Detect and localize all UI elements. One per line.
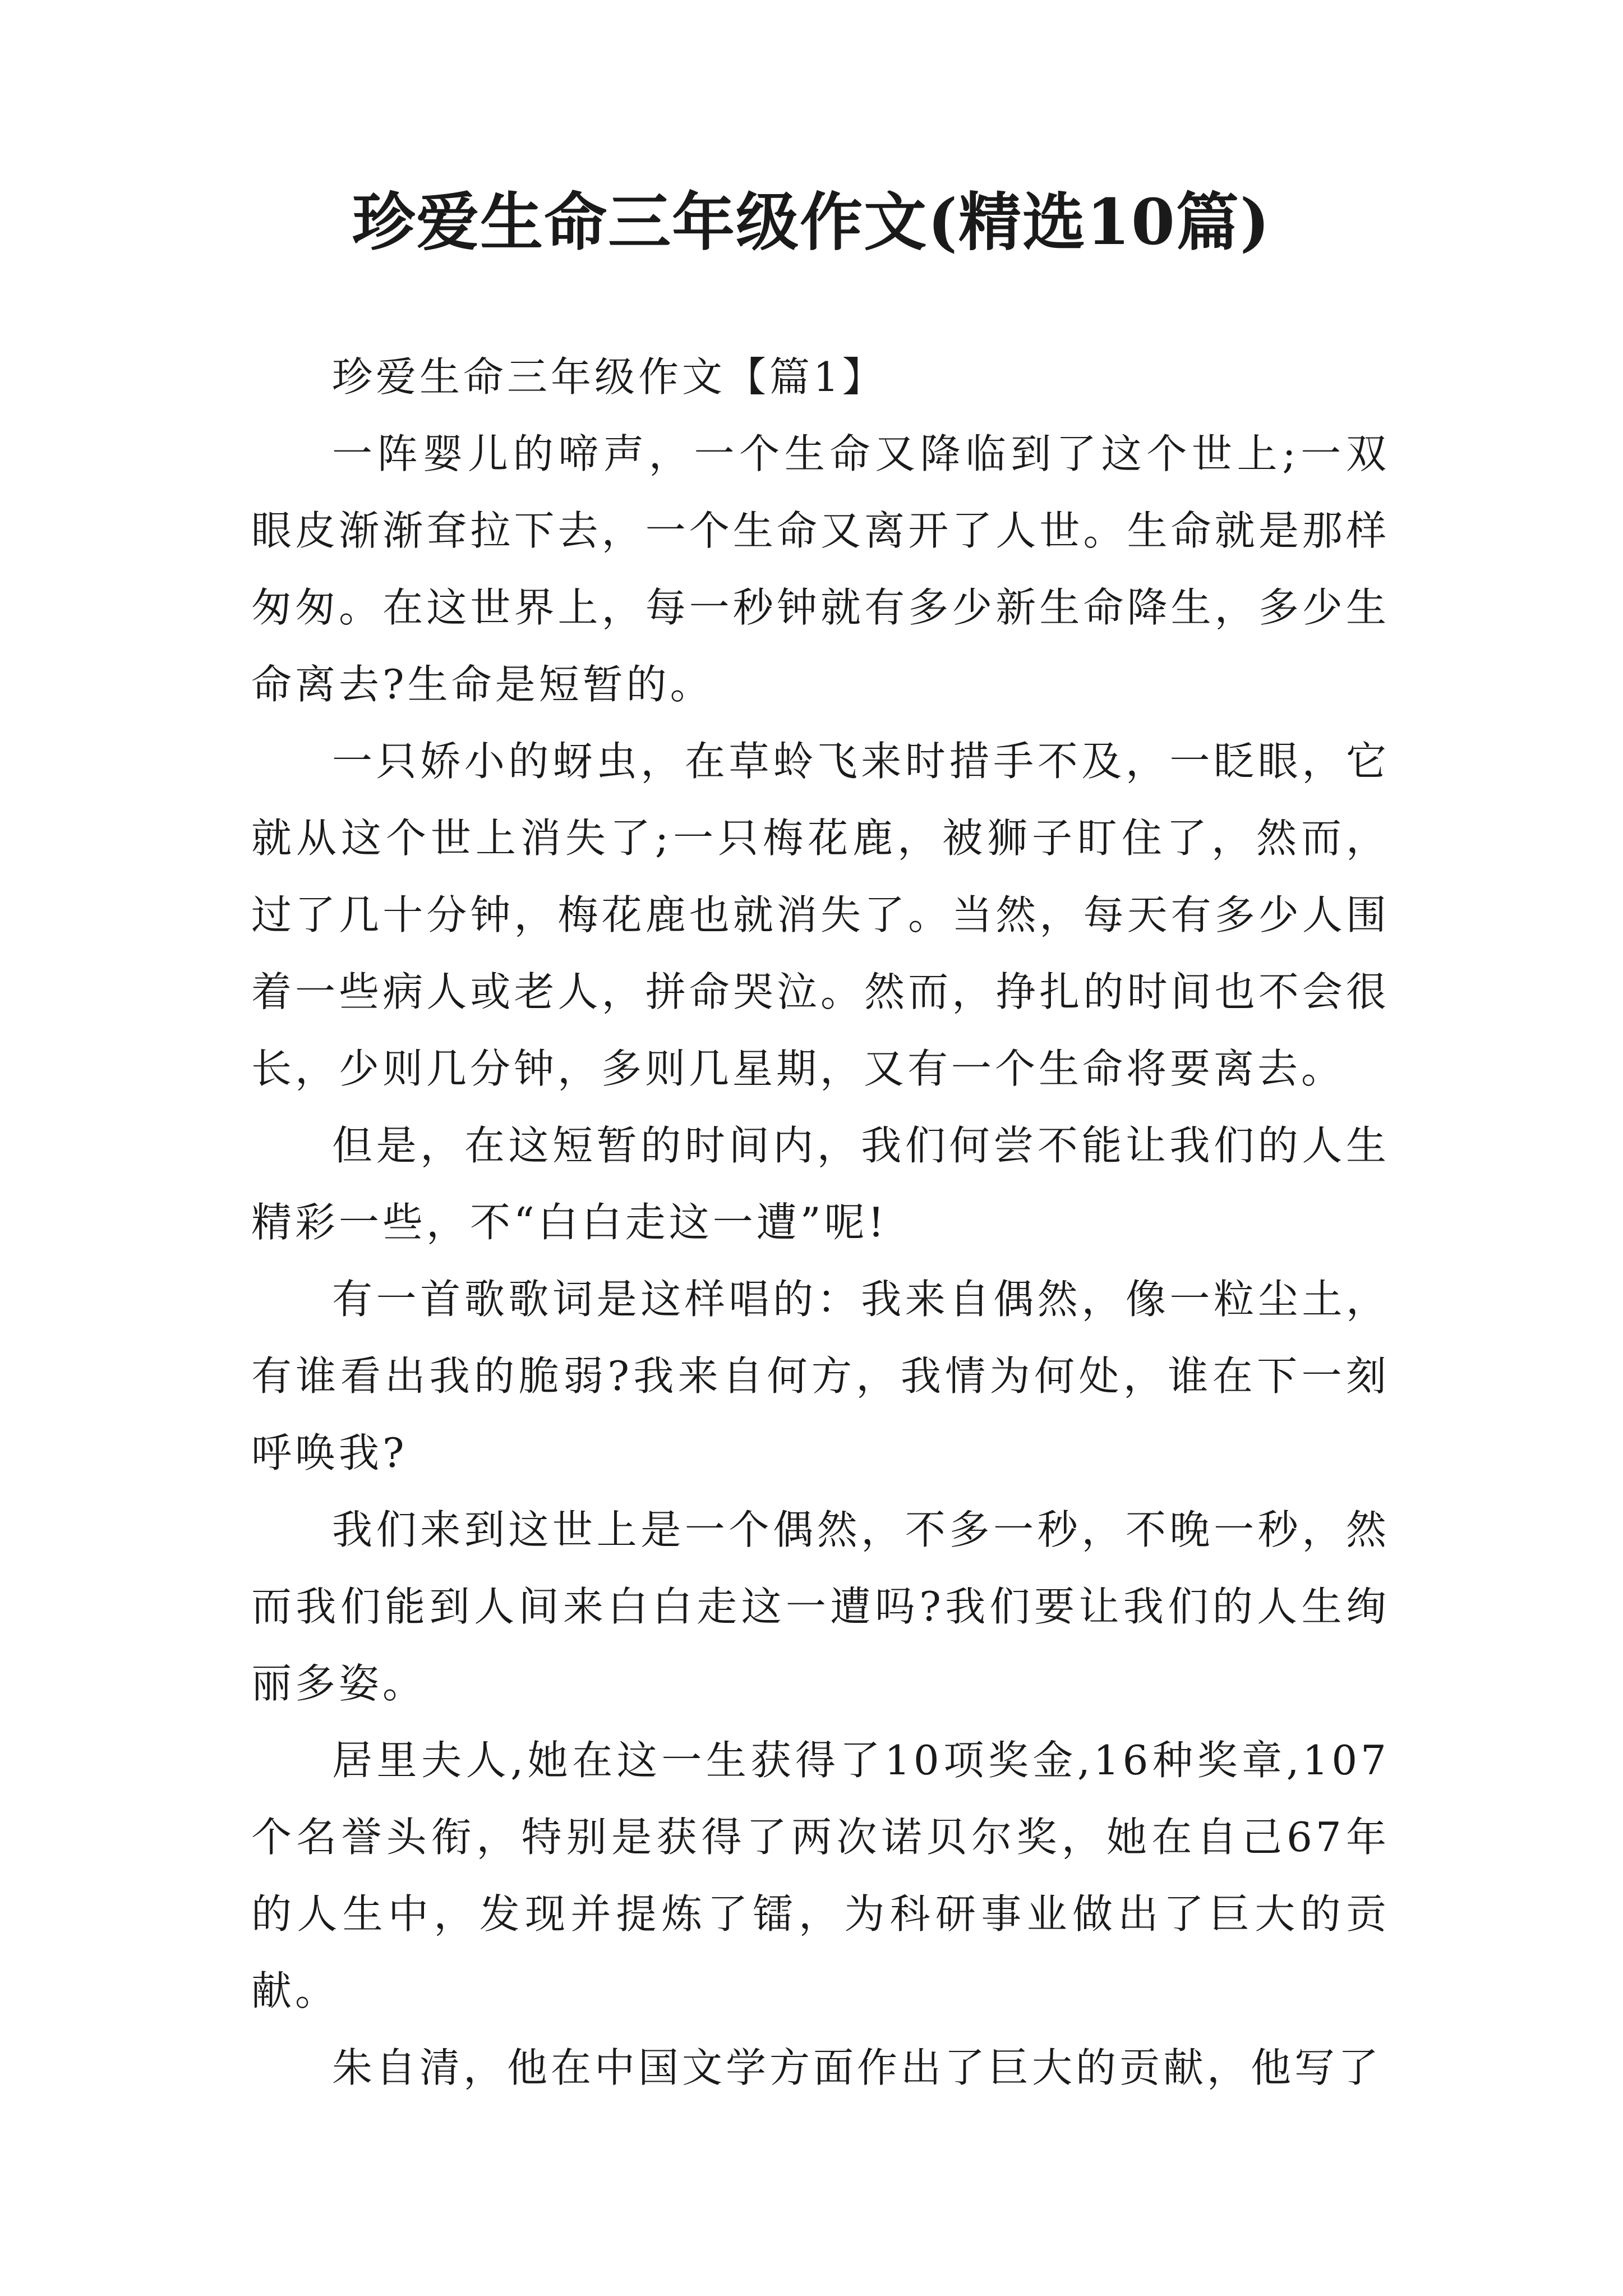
paragraph: 有一首歌歌词是这样唱的：我来自偶然，像一粒尘土，有谁看出我的脆弱?我来自何方，我情为何处，谁在下一刻呼唤我?	[251, 1276, 1390, 1476]
section-heading: 珍爱生命三年级作文【篇1】	[332, 353, 886, 401]
paragraph: 但是，在这短暂的时间内，我们何尝不能让我们的人生精彩一些，不“白白走这一遭”呢!	[251, 1122, 1390, 1246]
paragraph: 一阵婴儿的啼声，一个生命又降临到了这个世上;一双眼皮渐渐耷拉下去，一个生命又离开了人世。生命就是那样匆匆。在这世界上，每一秒钟就有多少新生命降生，多少生命离去?生命是短暂的。	[251, 430, 1390, 708]
paragraph: 居里夫人,她在这一生获得了10项奖金,16种奖章,107个名誉头衔，特别是获得了两次诺贝尔奖，她在自己67年的人生中，发现并提炼了镭，为科研事业做出了巨大的贡献。	[251, 1737, 1390, 2014]
paragraph: 朱自清，他在中国文学方面作出了巨大的贡献，他写了	[332, 2044, 1382, 2091]
paragraph: 一只娇小的蚜虫，在草蛉飞来时措手不及，一眨眼，它就从这个世上消失了;一只梅花鹿，被狮子盯住了，然而，过了几十分钟，梅花鹿也就消失了。当然，每天有多少人围着一些病人或老人，拼命哭泣。然而，挣扎的时间也不会很长，少则几分钟，多则几星期，又有一个生命将要离去。	[251, 738, 1390, 1092]
page-title: 珍爱生命三年级作文(精选10篇)	[352, 186, 1271, 259]
document-body	[251, 339, 1390, 2106]
paragraph: 我们来到这世上是一个偶然，不多一秒，不晚一秒，然而我们能到人间来白白走这一遭吗?我们要让我们的人生绚丽多姿。	[251, 1506, 1390, 1707]
